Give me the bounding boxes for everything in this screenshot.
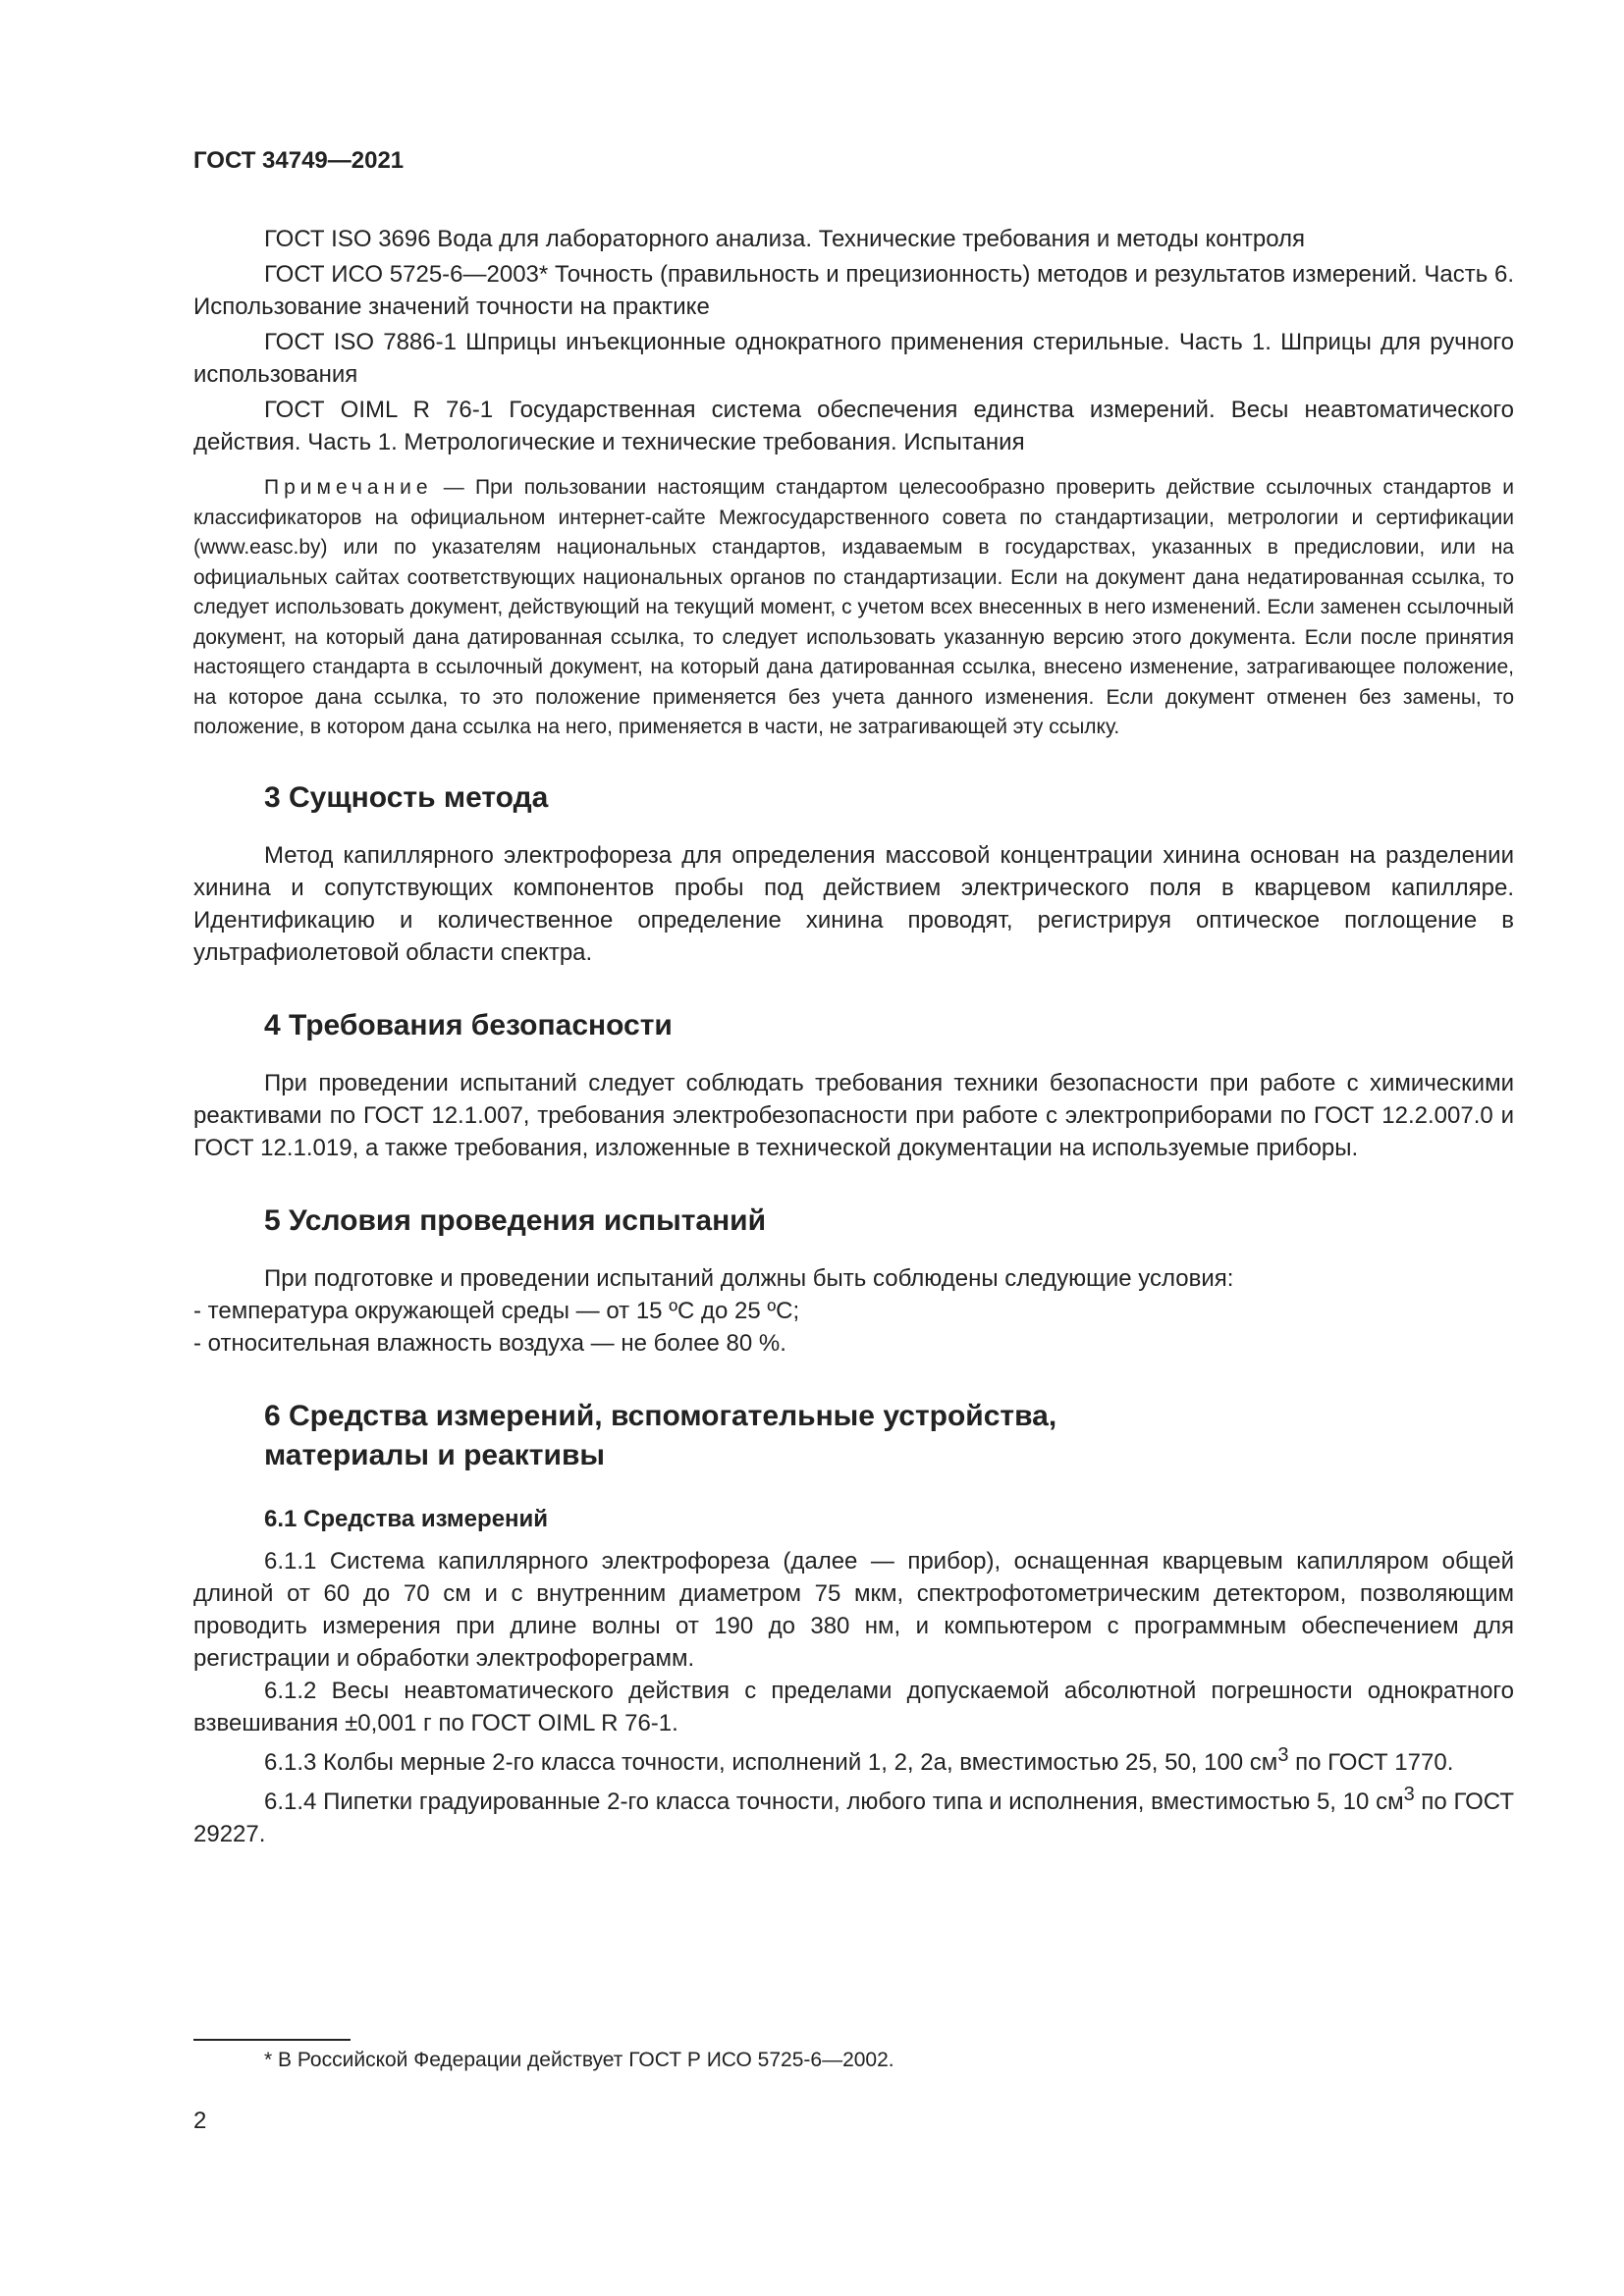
subsection-6-1-title: 6.1 Средства измерений xyxy=(264,1505,549,1532)
paragraph-6-1-3: 6.1.3 Колбы мерные 2-го класса точности, исполнений 1, 2, 2а, вместимостью 25, 50, 100 $см^3$ по ГОСТ 1770. xyxy=(264,1743,1454,1776)
document-header: ГОСТ 34749—2021 xyxy=(193,147,405,174)
section-4-text: При проведении испытаний следует соблюдать требования техники безопасности при работе с химическими реактивами по ГОСТ 12.1.007, требования электробезопасности при работе с электроприборами по ГОСТ 12.2.007.0 и ГОСТ 12.1.019, а также требования, изложенные в технической документации на используемые приборы. xyxy=(193,1069,1514,1161)
page-number: 2 xyxy=(193,2108,207,2134)
section-5-intro: При подготовке и проведении испытаний должны быть соблюдены следующие условия: xyxy=(264,1264,1234,1292)
section-6-title-line2: материалы и реактивы xyxy=(264,1438,606,1471)
section-3-text: Метод капиллярного электрофореза для определения массовой концентрации хинина основан на разделении хинина и сопутствующих компонентов пробы под действием электрического поля в кварцевом капилляре. Идентификацию и количественное определение хинина проводят, регистрируя оптическое поглощение в ультрафиолетовой области спектра. xyxy=(193,841,1514,966)
section-3-title: 3 Сущность метода xyxy=(264,780,549,814)
reference-item: ГОСТ ИСО 5725-6—2003* Точность (правильность и прецизионность) методов и результатов измерений. Часть 6. Использование значений точности на практике xyxy=(193,261,1514,320)
paragraph-6-1-2: 6.1.2 Весы неавтоматического действия с пределами допускаемой абсолютной погрешности однократного взвешивания ±0,001 г по ГОСТ OIML R 76-1. xyxy=(193,1677,1514,1736)
section-4-title: 4 Требования безопасности xyxy=(264,1008,673,1041)
footnote-divider xyxy=(193,2039,351,2041)
reference-item: ГОСТ ISO 7886-1 Шприцы инъекционные однократного применения стерильные. Часть 1. Шприцы для ручного использования xyxy=(193,329,1514,388)
section-5-title: 5 Условия проведения испытаний xyxy=(264,1203,767,1237)
page-content xyxy=(193,223,1514,1850)
paragraph-6-1-1: 6.1.1 Система капиллярного электрофореза (далее — прибор), оснащенная кварцевым капилляром общей длиной от 60 до 70 см и с внутренним диаметром 75 мкм, спектрофотометрическим детектором, позволяющим проводить измерения при длине волны от 190 до 380 нм, и компьютером с программным обеспечением для регистрации и обработки электрофореграмм. xyxy=(193,1547,1514,1672)
reference-item: ГОСТ ISO 3696 Вода для лабораторного анализа. Технические требования и методы контроля xyxy=(264,226,1306,252)
note-label: Примечание xyxy=(264,476,433,499)
paragraph-6-1-4: 6.1.4 Пипетки градуированные 2-го класса точности, любого типа и исполнения, вместимостью 5, 10 $см^3$ по ГОСТ 29227. xyxy=(193,1783,1514,1847)
section-6-title-line1: 6 Средства измерений, вспомогательные устройства, xyxy=(264,1399,1057,1432)
normative-references-list xyxy=(193,223,1514,458)
note-text: — При пользовании настоящим стандартом целесообразно проверить действие ссылочных стандартов и классификаторов на официальном интернет-сайте Межгосударственного совета по стандартизации, метрологии и сертификации (www.easc.by) или по указателям национальных стандартов, издаваемым в государствах, указанных в предисловии, или на официальных сайтах соответствующих национальных органов по стандартизации. Если на документ дана недатированная ссылка, то следует использовать документ, действующий на текущий момент, с учетом всех внесенных в него изменений. Если заменен ссылочный документ, на который дана датированная ссылка, то следует использовать указанную версию этого документа. Если после принятия настоящего стандарта в ссылочный документ, на который дана датированная ссылка, внесено изменение, затрагивающее положение, на которое дана ссылка, то это положение применяется без учета данного изменения. Если документ отменен без замены, то положение, в котором дана ссылка на него, применяется в части, не затрагивающей эту ссылку. xyxy=(193,476,1514,738)
footnote: * В Российской Федерации действует ГОСТ Р ИСО 5725-6—2002. xyxy=(264,2049,894,2071)
note-paragraph xyxy=(193,473,1514,743)
condition-item: - температура окружающей среды — от 15 ºС до 25 ºС; xyxy=(193,1297,800,1324)
reference-item: ГОСТ OIML R 76-1 Государственная система обеспечения единства измерений. Весы неавтоматического действия. Часть 1. Метрологические и технические требования. Испытания xyxy=(193,397,1514,455)
section-6-title xyxy=(193,1397,1514,1475)
condition-item: - относительная влажность воздуха — не более 80 %. xyxy=(193,1329,786,1357)
